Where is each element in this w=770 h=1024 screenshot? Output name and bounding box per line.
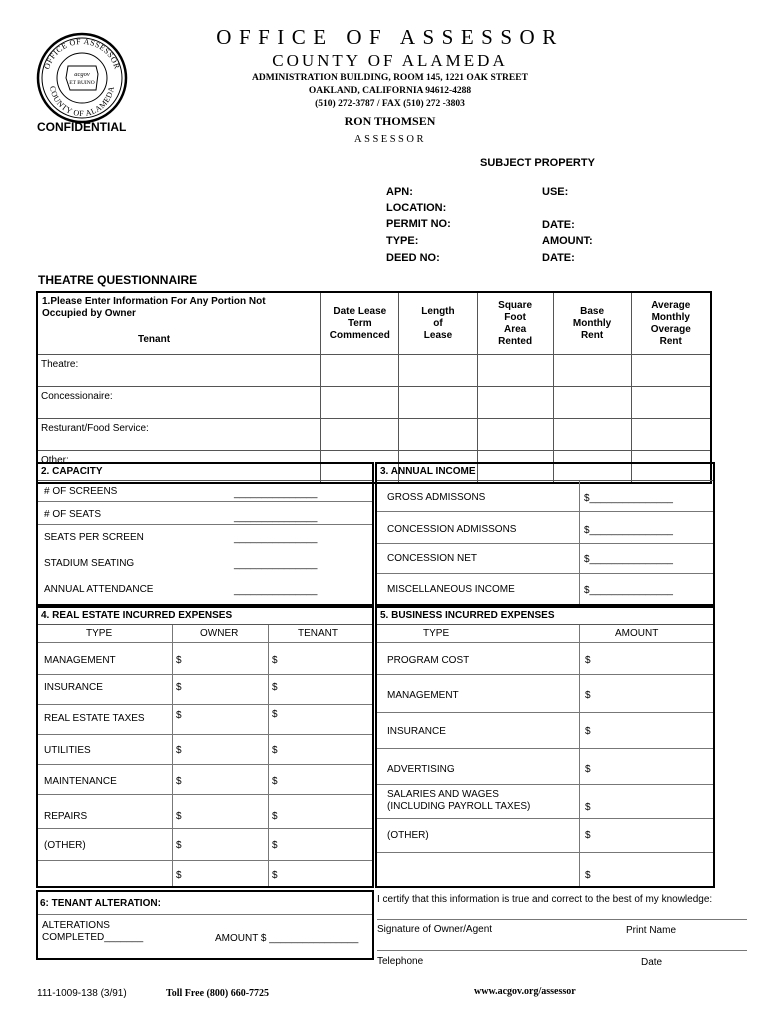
- date-label-2: DATE:: [542, 252, 575, 264]
- management-tenant-dollar[interactable]: $: [272, 655, 278, 666]
- misc-income-label: MISCELLANEOUS INCOME: [387, 584, 515, 595]
- input-cell[interactable]: [321, 419, 399, 451]
- input-cell[interactable]: [631, 419, 711, 451]
- col-amount-5: AMOUNT: [615, 628, 659, 639]
- taxes-tenant-dollar[interactable]: $: [272, 709, 278, 720]
- row-label-other: Other:: [37, 451, 321, 484]
- table-row: [37, 387, 711, 419]
- date-commenced-header: Date Lease Term Commenced: [321, 292, 399, 355]
- annual-attendance-blank[interactable]: _______________: [234, 585, 318, 596]
- management-label: MANAGEMENT: [44, 655, 116, 666]
- screens-label: # OF SCREENS: [44, 486, 118, 497]
- repairs-label: REPAIRS: [44, 811, 88, 822]
- sqft-area-header: Square Foot Area Rented: [477, 292, 553, 355]
- toll-free: Toll Free (800) 660-7725: [166, 988, 270, 999]
- input-cell[interactable]: [631, 387, 711, 419]
- input-cell[interactable]: [321, 387, 399, 419]
- telephone-label: Telephone: [377, 956, 424, 967]
- concession-net-label: CONCESSION NET: [387, 553, 478, 564]
- input-cell[interactable]: [477, 355, 553, 387]
- seats-per-screen-label: SEATS PER SCREEN: [44, 532, 144, 543]
- maintenance-tenant-dollar[interactable]: $: [272, 776, 278, 787]
- other-owner-dollar[interactable]: $: [176, 840, 182, 851]
- county-seal: [36, 32, 128, 124]
- stadium-seating-label: STADIUM SEATING: [44, 558, 135, 569]
- phone-line: (510) 272-3787 / FAX (510) 272 -3803: [315, 99, 465, 109]
- management-5-dollar[interactable]: $: [585, 690, 591, 701]
- tenant-alteration-section: [36, 890, 374, 960]
- certify-statement: I certify that this information is true and correct to the best of my knowledge:: [377, 894, 713, 905]
- seats-label: # OF SEATS: [44, 509, 102, 520]
- permit-label: PERMIT NO:: [386, 218, 451, 230]
- utilities-tenant-dollar[interactable]: $: [272, 745, 278, 756]
- input-cell[interactable]: [631, 355, 711, 387]
- input-cell[interactable]: [553, 419, 631, 451]
- concession-admissions-label: CONCESSION ADMISSONS: [387, 524, 517, 535]
- form-title: THEATRE QUESTIONNAIRE: [38, 273, 198, 287]
- real-estate-expenses-title: 4. REAL ESTATE INCURRED EXPENSES: [38, 608, 372, 625]
- utilities-owner-dollar[interactable]: $: [176, 745, 182, 756]
- real-estate-expenses-section: [36, 606, 374, 888]
- stadium-seating-blank[interactable]: _______________: [234, 559, 318, 570]
- utilities-label: UTILITIES: [44, 745, 91, 756]
- insurance-tenant-dollar[interactable]: $: [272, 682, 278, 693]
- date-label-cert: Date: [641, 957, 663, 968]
- management-5-label: MANAGEMENT: [387, 690, 459, 701]
- maintenance-label: MAINTENANCE: [44, 776, 117, 787]
- amount-label: AMOUNT:: [542, 235, 593, 247]
- svg-text:OFFICE OF ASSESSOR: [42, 37, 122, 71]
- business-expenses-section: [375, 606, 715, 888]
- input-cell[interactable]: [399, 387, 477, 419]
- tenant-lease-table: [36, 291, 712, 484]
- form-number: 111-1009-138 (3/91): [37, 988, 127, 999]
- screens-blank[interactable]: _______________: [234, 488, 318, 499]
- seal-bottom-text: COUNTY OF ALAMEDA: [47, 85, 117, 119]
- business-expenses-title: 5. BUSINESS INCURRED EXPENSES: [377, 608, 713, 625]
- section1-header-cell: [37, 292, 321, 355]
- real-estate-taxes-label: REAL ESTATE TAXES: [44, 713, 145, 724]
- annual-income-title: 3. ANNUAL INCOME: [377, 464, 713, 481]
- other-label: (OTHER): [44, 840, 86, 851]
- concession-net-amount[interactable]: $_______________: [584, 554, 673, 565]
- advertising-label: ADVERTISING: [387, 764, 455, 775]
- total-tenant-dollar[interactable]: $: [272, 870, 278, 881]
- confidential-label: CONFIDENTIAL: [37, 120, 127, 134]
- other-5-label: (OTHER): [387, 830, 429, 841]
- insurance-5-dollar[interactable]: $: [585, 726, 591, 737]
- base-rent-header: Base Monthly Rent: [553, 292, 631, 355]
- overage-rent-header: Average Monthly Overage Rent: [631, 292, 711, 355]
- county-title: COUNTY OF ALAMEDA: [272, 51, 508, 70]
- advertising-dollar[interactable]: $: [585, 764, 591, 775]
- input-cell[interactable]: [399, 419, 477, 451]
- insurance-5-label: INSURANCE: [387, 726, 446, 737]
- insurance-owner-dollar[interactable]: $: [176, 682, 182, 693]
- management-owner-dollar[interactable]: $: [176, 655, 182, 666]
- seal-inner-text-2: ET BUINO: [69, 80, 95, 86]
- input-cell[interactable]: [477, 419, 553, 451]
- maintenance-owner-dollar[interactable]: $: [176, 776, 182, 787]
- capacity-title: 2. CAPACITY: [38, 464, 372, 481]
- website: www.acgov.org/assessor: [474, 986, 576, 997]
- address-line-2: OAKLAND, CALIFORNIA 94612-4288: [308, 86, 472, 96]
- seats-blank[interactable]: _______________: [234, 512, 318, 523]
- table-row: [37, 419, 711, 451]
- total-owner-dollar[interactable]: $: [176, 870, 182, 881]
- col-type: TYPE: [86, 628, 113, 639]
- input-cell[interactable]: [553, 355, 631, 387]
- other-tenant-dollar[interactable]: $: [272, 840, 278, 851]
- input-cell[interactable]: [399, 355, 477, 387]
- total-5-dollar[interactable]: $: [585, 870, 591, 881]
- assessor-title: ASSESSOR: [354, 134, 426, 145]
- repairs-tenant-dollar[interactable]: $: [272, 811, 278, 822]
- apn-label: APN:: [386, 186, 413, 198]
- row-label-restaurant: Resturant/Food Service:: [37, 419, 321, 451]
- salaries-dollar[interactable]: $: [585, 802, 591, 813]
- other-5-dollar[interactable]: $: [585, 830, 591, 841]
- location-label: LOCATION:: [386, 202, 447, 214]
- seal-top-text: OFFICE OF ASSESSOR: [42, 36, 122, 71]
- taxes-owner-dollar[interactable]: $: [176, 710, 182, 721]
- misc-income-amount[interactable]: $_______________: [584, 585, 673, 596]
- concession-admissions-amount[interactable]: $_______________: [584, 525, 673, 536]
- col-owner: OWNER: [200, 628, 239, 639]
- input-cell[interactable]: [477, 387, 553, 419]
- section1-instruction: 1.Please Enter Information For Any Portion Not Occupied by Owner: [42, 296, 266, 319]
- print-name-label: Print Name: [626, 925, 677, 936]
- length-of-lease-header: Length of Lease: [399, 292, 477, 355]
- signature-label: Signature of Owner/Agent: [377, 924, 493, 935]
- seal-inner-text-1: acgov: [74, 71, 90, 78]
- tenant-alteration-title: 6: TENANT ALTERATION:: [40, 898, 161, 909]
- subject-property-title: SUBJECT PROPERTY: [480, 157, 595, 169]
- program-cost-dollar[interactable]: $: [585, 655, 591, 666]
- input-cell[interactable]: [553, 387, 631, 419]
- gross-admissions-amount[interactable]: $_______________: [584, 493, 673, 504]
- use-label: USE:: [542, 186, 569, 198]
- row-label-concessionaire: Concessionaire:: [37, 387, 321, 419]
- annual-income-section: [375, 462, 715, 606]
- date-label-1: DATE:: [542, 219, 575, 231]
- insurance-label: INSURANCE: [44, 682, 103, 693]
- assessor-name: RON THOMSEN: [344, 114, 436, 128]
- alterations-label: ALTERATIONS: [42, 920, 110, 931]
- col-type-5: TYPE: [423, 628, 450, 639]
- salaries-label: SALARIES AND WAGES: [387, 789, 499, 800]
- col-tenant: TENANT: [298, 628, 338, 639]
- seal-graphic: [36, 32, 128, 124]
- address-line-1: ADMINISTRATION BUILDING, ROOM 145, 1221 OAK STREET: [252, 73, 528, 83]
- input-cell[interactable]: [321, 355, 399, 387]
- type-label: TYPE:: [386, 235, 419, 247]
- capacity-section: [36, 462, 374, 606]
- tenant-column-header: Tenant: [138, 334, 171, 345]
- payroll-taxes-label: (INCLUDING PAYROLL TAXES): [387, 801, 531, 812]
- repairs-owner-dollar[interactable]: $: [176, 811, 182, 822]
- alteration-amount-blank[interactable]: AMOUNT $ ________________: [215, 933, 359, 944]
- completed-blank[interactable]: COMPLETED_______: [42, 932, 144, 943]
- table-row: [37, 355, 711, 387]
- row-label-theatre: Theatre:: [37, 355, 321, 387]
- program-cost-label: PROGRAM COST: [387, 655, 470, 666]
- annual-attendance-label: ANNUAL ATTENDANCE: [44, 584, 154, 595]
- seats-per-screen-blank[interactable]: _______________: [234, 533, 318, 544]
- gross-admissions-label: GROSS ADMISSONS: [387, 492, 486, 503]
- deed-label: DEED NO:: [386, 252, 440, 264]
- office-title: OFFICE OF ASSESSOR: [216, 25, 564, 49]
